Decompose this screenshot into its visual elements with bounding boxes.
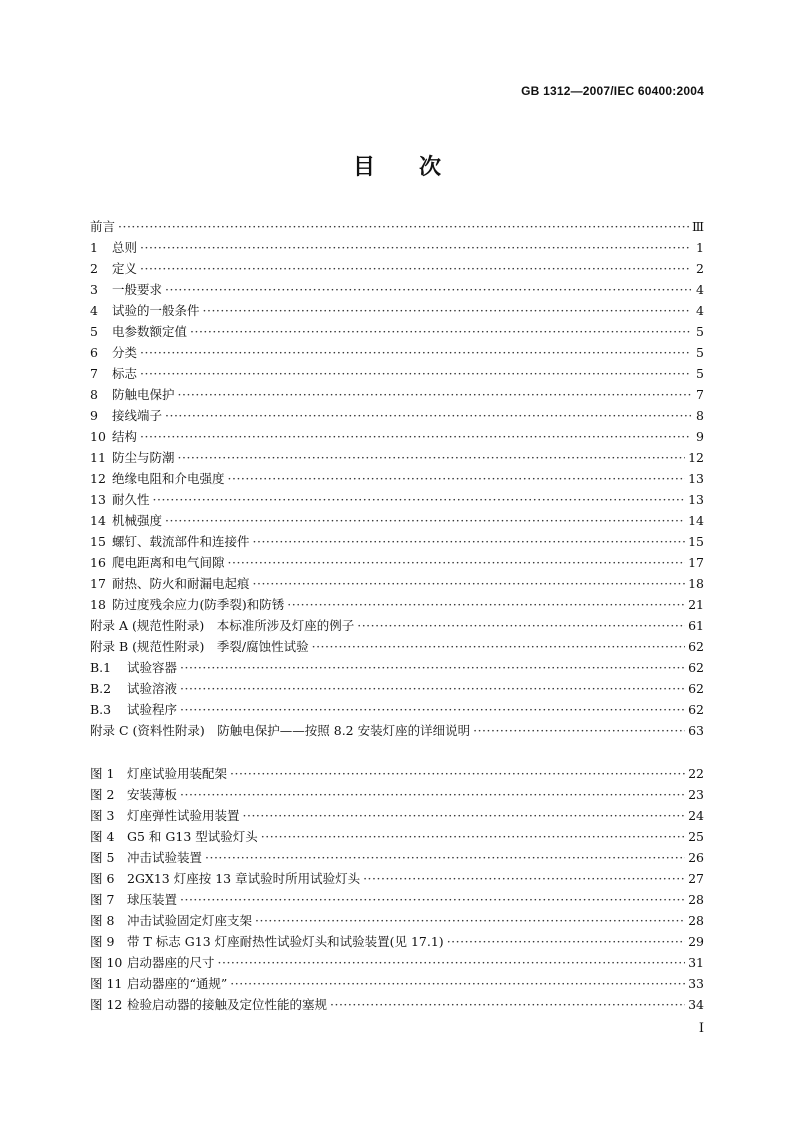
toc-entry[interactable] <box>90 343 704 364</box>
entry-page: 13 <box>688 492 704 507</box>
dot-leader <box>178 387 691 402</box>
entry-number: 图 3 <box>90 808 115 823</box>
entry-label: 附录 A (规范性附录) 本标准所涉及灯座的例子 <box>90 618 355 633</box>
dot-leader <box>140 429 691 444</box>
entry-page: Ⅲ <box>691 219 704 234</box>
entry-label: 防尘与防潮 <box>112 450 175 465</box>
entry-page: 13 <box>688 471 704 486</box>
entry-label: 启动器座的尺寸 <box>127 955 215 970</box>
entry-label: G5 和 G13 型试验灯头 <box>127 829 258 844</box>
figure-entry[interactable] <box>90 806 704 827</box>
toc-sections <box>90 217 704 742</box>
toc-entry[interactable] <box>90 238 704 259</box>
entry-page: 24 <box>688 808 704 823</box>
entry-page: 62 <box>688 660 704 675</box>
entry-label: 带 T 标志 G13 灯座耐热性试验灯头和试验装置(见 17.1) <box>127 934 444 949</box>
dot-leader <box>165 408 691 423</box>
entry-label: 附录 B (规范性附录) 季裂/腐蚀性试验 <box>90 639 309 654</box>
toc-entry[interactable] <box>90 553 704 574</box>
figure-entry[interactable] <box>90 953 704 974</box>
entry-label: 试验的一般条件 <box>112 303 200 318</box>
entry-page: 8 <box>696 408 704 423</box>
entry-label: 一般要求 <box>112 282 163 297</box>
entry-label: 电参数额定值 <box>112 324 188 339</box>
entry-page: 34 <box>688 997 704 1012</box>
entry-label: 接线端子 <box>112 408 163 423</box>
toc-entry[interactable] <box>90 490 704 511</box>
dot-leader <box>205 850 685 865</box>
dot-leader <box>230 766 685 781</box>
entry-label: 耐热、防火和耐漏电起痕 <box>112 576 250 591</box>
dot-leader <box>363 871 685 886</box>
dot-leader <box>473 723 685 738</box>
dot-leader <box>165 282 691 297</box>
entry-label: 前言 <box>90 219 116 234</box>
dot-leader <box>230 976 685 991</box>
dot-leader <box>218 955 686 970</box>
entry-page: 1 <box>696 240 704 255</box>
entry-label: 附录 C (资料性附录) 防触电保护——按照 8.2 安装灯座的详细说明 <box>90 723 471 738</box>
entry-number: 图 4 <box>90 829 115 844</box>
figure-entry[interactable] <box>90 995 704 1016</box>
entry-number: 图 6 <box>90 871 115 886</box>
entry-number: 15 <box>90 534 106 549</box>
entry-page: 61 <box>688 618 704 633</box>
entry-label: 检验启动器的接触及定位性能的塞规 <box>127 997 328 1012</box>
entry-label: 冲击试验固定灯座支架 <box>127 913 253 928</box>
dot-leader <box>228 471 686 486</box>
dot-leader <box>255 913 685 928</box>
entry-number: 图 8 <box>90 913 115 928</box>
dot-leader <box>261 829 685 844</box>
entry-page: 12 <box>688 450 704 465</box>
figure-entry[interactable] <box>90 848 704 869</box>
figure-entry[interactable] <box>90 785 704 806</box>
entry-number: 12 <box>90 471 106 486</box>
dot-leader <box>330 997 685 1012</box>
entry-number: 图 1 <box>90 766 115 781</box>
entry-number: B.2 <box>90 681 112 696</box>
toc-entry[interactable] <box>90 259 704 280</box>
dot-leader <box>140 240 691 255</box>
entry-page: 63 <box>688 723 704 738</box>
toc-entry[interactable] <box>90 616 704 637</box>
toc-entry[interactable] <box>90 595 704 616</box>
page-title: 目 次 <box>352 155 441 180</box>
dot-leader <box>140 345 691 360</box>
dot-leader <box>243 808 686 823</box>
entry-label: 试验溶液 <box>127 681 178 696</box>
entry-number: 图 9 <box>90 934 115 949</box>
entry-page: 4 <box>696 303 704 318</box>
entry-number: 14 <box>90 513 106 528</box>
entry-number: 11 <box>90 450 106 465</box>
page-number: I <box>698 1021 704 1036</box>
toc-entry[interactable] <box>90 217 704 238</box>
entry-label: 分类 <box>112 345 138 360</box>
entry-label: 冲击试验装置 <box>127 850 203 865</box>
entry-page: 5 <box>696 324 704 339</box>
entry-number: B.3 <box>90 702 112 717</box>
entry-label: 灯座试验用装配架 <box>127 766 228 781</box>
entry-page: 62 <box>688 702 704 717</box>
dot-leader <box>178 450 686 465</box>
entry-number: 4 <box>90 303 98 318</box>
entry-number: 图 10 <box>90 955 123 970</box>
entry-number: 8 <box>90 387 98 402</box>
toc-entry[interactable] <box>90 406 704 427</box>
entry-page: 29 <box>688 934 704 949</box>
section-gap <box>90 742 704 764</box>
entry-label: 安装薄板 <box>127 787 178 802</box>
toc-entry[interactable] <box>90 532 704 553</box>
entry-number: 7 <box>90 366 98 381</box>
entry-number: 17 <box>90 576 106 591</box>
entry-label: 结构 <box>112 429 138 444</box>
entry-number: 图 12 <box>90 997 123 1012</box>
dot-leader <box>228 555 686 570</box>
entry-number: 图 11 <box>90 976 123 991</box>
toc-entry[interactable] <box>90 364 704 385</box>
figure-entry[interactable] <box>90 932 704 953</box>
entry-label: 灯座弹性试验用装置 <box>127 808 240 823</box>
dot-leader <box>180 681 685 696</box>
entry-page: 2 <box>696 261 704 276</box>
figure-entry[interactable] <box>90 827 704 848</box>
standard-code: GB 1312—2007/IEC 60400:2004 <box>521 84 704 98</box>
toc-entry[interactable] <box>90 469 704 490</box>
entry-label: 球压装置 <box>127 892 178 907</box>
dot-leader <box>140 366 691 381</box>
dot-leader <box>253 576 686 591</box>
entry-page: 28 <box>688 892 704 907</box>
entry-label: 爬电距离和电气间隙 <box>112 555 225 570</box>
entry-label: 绝缘电阻和介电强度 <box>112 471 225 486</box>
dot-leader <box>140 261 691 276</box>
entry-page: 14 <box>688 513 704 528</box>
entry-number: 2 <box>90 261 98 276</box>
entry-number: 图 5 <box>90 850 115 865</box>
entry-number: 9 <box>90 408 98 423</box>
toc-entry[interactable] <box>90 448 704 469</box>
entry-page: 18 <box>688 576 704 591</box>
entry-page: 4 <box>696 282 704 297</box>
toc-entry[interactable] <box>90 385 704 406</box>
toc-entry[interactable] <box>90 280 704 301</box>
entry-page: 5 <box>696 366 704 381</box>
entry-number: 3 <box>90 282 98 297</box>
entry-page: 26 <box>688 850 704 865</box>
entry-label: 试验容器 <box>127 660 178 675</box>
toc-entry[interactable] <box>90 700 704 721</box>
figure-entry[interactable] <box>90 869 704 890</box>
figure-entry[interactable] <box>90 764 704 785</box>
toc-entry[interactable] <box>90 721 704 742</box>
dot-leader <box>203 303 691 318</box>
entry-label: 试验程序 <box>127 702 178 717</box>
figure-entry[interactable] <box>90 911 704 932</box>
toc-entry[interactable] <box>90 511 704 532</box>
toc-entry[interactable] <box>90 322 704 343</box>
entry-label: 启动器座的“通规” <box>127 976 228 991</box>
entry-page: 28 <box>688 913 704 928</box>
dot-leader <box>312 639 685 654</box>
entry-label: 螺钉、载流部件和连接件 <box>112 534 250 549</box>
entry-page: 22 <box>688 766 704 781</box>
entry-label: 定义 <box>112 261 138 276</box>
dot-leader <box>253 534 686 549</box>
entry-number: 16 <box>90 555 106 570</box>
entry-number: 13 <box>90 492 106 507</box>
entry-number: B.1 <box>90 660 112 675</box>
entry-page: 9 <box>696 429 704 444</box>
figure-entry[interactable] <box>90 890 704 911</box>
dot-leader <box>287 597 685 612</box>
toc-entry[interactable] <box>90 637 704 658</box>
toc-entry[interactable] <box>90 658 704 679</box>
toc-entry[interactable] <box>90 679 704 700</box>
figure-entry[interactable] <box>90 974 704 995</box>
entry-page: 33 <box>688 976 704 991</box>
entry-page: 23 <box>688 787 704 802</box>
entry-page: 62 <box>688 639 704 654</box>
entry-page: 7 <box>696 387 704 402</box>
entry-label: 防过度残余应力(防季裂)和防锈 <box>112 597 285 612</box>
table-of-contents <box>90 217 704 1016</box>
entry-page: 5 <box>696 345 704 360</box>
entry-number: 图 2 <box>90 787 115 802</box>
dot-leader <box>190 324 691 339</box>
entry-page: 31 <box>688 955 704 970</box>
entry-label: 总则 <box>112 240 138 255</box>
entry-label: 2GX13 灯座按 13 章试验时所用试验灯头 <box>127 871 361 886</box>
entry-page: 62 <box>688 681 704 696</box>
entry-number: 10 <box>90 429 106 444</box>
entry-page: 21 <box>688 597 704 612</box>
entry-number: 图 7 <box>90 892 115 907</box>
entry-label: 机械强度 <box>112 513 163 528</box>
dot-leader <box>180 787 685 802</box>
entry-label: 耐久性 <box>112 492 150 507</box>
toc-entry[interactable] <box>90 427 704 448</box>
toc-figures <box>90 764 704 1016</box>
entry-number: 6 <box>90 345 98 360</box>
entry-page: 27 <box>688 871 704 886</box>
toc-entry[interactable] <box>90 574 704 595</box>
dot-leader <box>153 492 686 507</box>
entry-number: 1 <box>90 240 98 255</box>
entry-page: 15 <box>688 534 704 549</box>
entry-label: 标志 <box>112 366 138 381</box>
dot-leader <box>357 618 685 633</box>
entry-label: 防触电保护 <box>112 387 175 402</box>
entry-number: 18 <box>90 597 106 612</box>
dot-leader <box>180 892 685 907</box>
dot-leader <box>165 513 685 528</box>
dot-leader <box>447 934 685 949</box>
entry-number: 5 <box>90 324 98 339</box>
dot-leader <box>118 219 689 234</box>
entry-page: 25 <box>688 829 704 844</box>
dot-leader <box>180 660 685 675</box>
entry-page: 17 <box>688 555 704 570</box>
dot-leader <box>180 702 685 717</box>
toc-entry[interactable] <box>90 301 704 322</box>
